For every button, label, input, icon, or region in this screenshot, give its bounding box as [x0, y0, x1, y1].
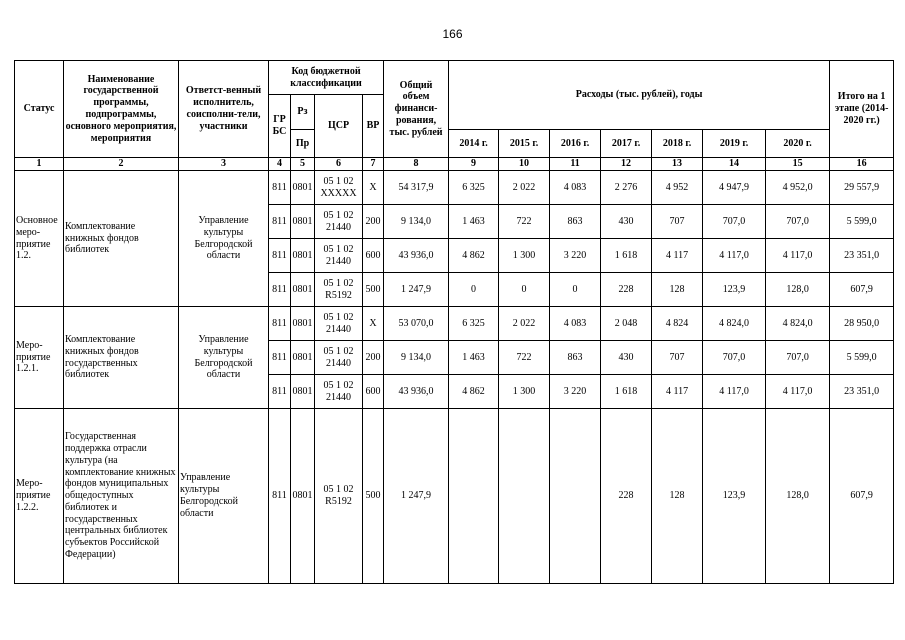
- vr-cell: 500: [363, 409, 384, 584]
- csr-cell: 05 1 02 21440: [315, 375, 363, 409]
- grbs-cell: 811: [269, 409, 291, 584]
- column-number: 3: [179, 158, 269, 171]
- year-cell: [449, 409, 499, 584]
- vr-cell: 200: [363, 205, 384, 239]
- year-cell: 722: [499, 341, 550, 375]
- status-cell: Меро-приятие 1.2.2.: [15, 409, 64, 584]
- year-cell: 707,0: [703, 205, 766, 239]
- total-cell: 9 134,0: [384, 205, 449, 239]
- total-cell: 1 247,9: [384, 273, 449, 307]
- executor-cell: Управление культуры Белгородской области: [179, 409, 269, 584]
- year-cell: 1 618: [601, 239, 652, 273]
- total-cell: 53 070,0: [384, 307, 449, 341]
- header-csr: ЦСР: [315, 95, 363, 158]
- year-cell: 707: [652, 205, 703, 239]
- grbs-cell: 811: [269, 273, 291, 307]
- column-number: 15: [766, 158, 830, 171]
- column-number-row: [15, 158, 894, 171]
- column-number: 13: [652, 158, 703, 171]
- csr-cell: 05 1 02 R5192: [315, 409, 363, 584]
- year-cell: 0: [550, 273, 601, 307]
- executor-cell: Управление культуры Белгородской области: [179, 171, 269, 307]
- year-cell: 1 463: [449, 205, 499, 239]
- rzpr-cell: 0801: [291, 307, 315, 341]
- year-cell: 4 862: [449, 239, 499, 273]
- column-number: 1: [15, 158, 64, 171]
- year-cell: 863: [550, 341, 601, 375]
- year-cell: 4 952: [652, 171, 703, 205]
- stage-total-cell: 29 557,9: [830, 171, 894, 205]
- header-total-volume: Общий объем финанси-рования, тыс. рублей: [384, 61, 449, 158]
- status-cell: Основное меро-приятие 1.2.: [15, 171, 64, 307]
- year-cell: 4 117,0: [766, 239, 830, 273]
- header-year-2020: 2020 г.: [766, 130, 830, 158]
- header-grbs: ГР БС: [269, 95, 291, 158]
- year-cell: [499, 409, 550, 584]
- year-cell: 707,0: [766, 341, 830, 375]
- year-cell: 4 824,0: [766, 307, 830, 341]
- year-cell: 3 220: [550, 239, 601, 273]
- grbs-cell: 811: [269, 375, 291, 409]
- csr-cell: 05 1 02 R5192: [315, 273, 363, 307]
- vr-cell: X: [363, 171, 384, 205]
- csr-cell: 05 1 02 21440: [315, 205, 363, 239]
- year-cell: 6 325: [449, 171, 499, 205]
- budget-table: [14, 60, 894, 584]
- column-number: 4: [269, 158, 291, 171]
- year-cell: 4 117: [652, 375, 703, 409]
- year-cell: 0: [449, 273, 499, 307]
- vr-cell: X: [363, 307, 384, 341]
- stage-total-cell: 23 351,0: [830, 239, 894, 273]
- grbs-cell: 811: [269, 341, 291, 375]
- stage-total-cell: 5 599,0: [830, 341, 894, 375]
- year-cell: 2 022: [499, 307, 550, 341]
- year-cell: 4 952,0: [766, 171, 830, 205]
- header-year-2018: 2018 г.: [652, 130, 703, 158]
- stage-total-cell: 28 950,0: [830, 307, 894, 341]
- year-cell: 2 048: [601, 307, 652, 341]
- year-cell: 4 117,0: [766, 375, 830, 409]
- stage-total-cell: 607,9: [830, 273, 894, 307]
- year-cell: 1 618: [601, 375, 652, 409]
- year-cell: 4 117,0: [703, 375, 766, 409]
- csr-cell: 05 1 02 21440: [315, 239, 363, 273]
- total-cell: 43 936,0: [384, 375, 449, 409]
- year-cell: 1 300: [499, 239, 550, 273]
- grbs-cell: 811: [269, 307, 291, 341]
- year-cell: 430: [601, 205, 652, 239]
- column-number: 6: [315, 158, 363, 171]
- column-number: 7: [363, 158, 384, 171]
- total-cell: 1 247,9: [384, 409, 449, 584]
- header-year-2017: 2017 г.: [601, 130, 652, 158]
- grbs-cell: 811: [269, 171, 291, 205]
- vr-cell: 500: [363, 273, 384, 307]
- year-cell: 863: [550, 205, 601, 239]
- header-rz: Рз: [291, 95, 315, 130]
- header-executor: Ответст-венный исполнитель, соисполни-тели, участники: [179, 61, 269, 158]
- grbs-cell: 811: [269, 205, 291, 239]
- header-expenses: Расходы (тыс. рублей), годы: [449, 61, 830, 130]
- name-cell: Комплектование книжных фондов государственных библиотек: [64, 307, 179, 409]
- year-cell: 1 300: [499, 375, 550, 409]
- header-year-2019: 2019 г.: [703, 130, 766, 158]
- year-cell: 123,9: [703, 409, 766, 584]
- csr-cell: 05 1 02 21440: [315, 307, 363, 341]
- grbs-cell: 811: [269, 239, 291, 273]
- year-cell: 3 220: [550, 375, 601, 409]
- vr-cell: 200: [363, 341, 384, 375]
- column-number: 16: [830, 158, 894, 171]
- year-cell: 4 824: [652, 307, 703, 341]
- executor-cell: Управление культуры Белгородской области: [179, 307, 269, 409]
- year-cell: 123,9: [703, 273, 766, 307]
- stage-total-cell: 607,9: [830, 409, 894, 584]
- vr-cell: 600: [363, 375, 384, 409]
- year-cell: 707: [652, 341, 703, 375]
- year-cell: 4 824,0: [703, 307, 766, 341]
- csr-cell: 05 1 02 XXXXX: [315, 171, 363, 205]
- csr-cell: 05 1 02 21440: [315, 341, 363, 375]
- table-row: [15, 171, 894, 205]
- year-cell: 707,0: [703, 341, 766, 375]
- total-cell: 43 936,0: [384, 239, 449, 273]
- table-row: [15, 307, 894, 341]
- column-number: 2: [64, 158, 179, 171]
- header-year-2014: 2014 г.: [449, 130, 499, 158]
- rzpr-cell: 0801: [291, 273, 315, 307]
- header-year-2015: 2015 г.: [499, 130, 550, 158]
- year-cell: 6 325: [449, 307, 499, 341]
- year-cell: 228: [601, 409, 652, 584]
- column-number: 12: [601, 158, 652, 171]
- year-cell: 4 947,9: [703, 171, 766, 205]
- column-number: 11: [550, 158, 601, 171]
- header-year-2016: 2016 г.: [550, 130, 601, 158]
- year-cell: 4 117: [652, 239, 703, 273]
- status-cell: Меро-приятие 1.2.1.: [15, 307, 64, 409]
- rzpr-cell: 0801: [291, 409, 315, 584]
- year-cell: 0: [499, 273, 550, 307]
- year-cell: 4 083: [550, 307, 601, 341]
- year-cell: 4 083: [550, 171, 601, 205]
- year-cell: 128: [652, 273, 703, 307]
- year-cell: 707,0: [766, 205, 830, 239]
- year-cell: 128: [652, 409, 703, 584]
- rzpr-cell: 0801: [291, 239, 315, 273]
- year-cell: 2 022: [499, 171, 550, 205]
- table-row: [15, 409, 894, 584]
- column-number: 9: [449, 158, 499, 171]
- year-cell: 430: [601, 341, 652, 375]
- rzpr-cell: 0801: [291, 171, 315, 205]
- page-number: 166: [442, 27, 463, 41]
- column-number: 5: [291, 158, 315, 171]
- column-number: 10: [499, 158, 550, 171]
- header-budget-code: Код бюджетной классификации: [269, 61, 384, 95]
- stage-total-cell: 5 599,0: [830, 205, 894, 239]
- name-cell: Комплектование книжных фондов библиотек: [64, 171, 179, 307]
- column-number: 14: [703, 158, 766, 171]
- vr-cell: 600: [363, 239, 384, 273]
- header-status: Статус: [15, 61, 64, 158]
- year-cell: [550, 409, 601, 584]
- year-cell: 4 862: [449, 375, 499, 409]
- year-cell: 4 117,0: [703, 239, 766, 273]
- year-cell: 1 463: [449, 341, 499, 375]
- year-cell: 2 276: [601, 171, 652, 205]
- year-cell: 128,0: [766, 409, 830, 584]
- total-cell: 54 317,9: [384, 171, 449, 205]
- header-stage-total: Итого на 1 этапе (2014-2020 гг.): [830, 61, 894, 158]
- year-cell: 228: [601, 273, 652, 307]
- year-cell: 722: [499, 205, 550, 239]
- year-cell: 128,0: [766, 273, 830, 307]
- header-vr: ВР: [363, 95, 384, 158]
- column-number: 8: [384, 158, 449, 171]
- total-cell: 9 134,0: [384, 341, 449, 375]
- header-name: Наименование государственной программы, подпрограммы, основного мероприятия, мероприятия: [64, 61, 179, 158]
- name-cell: Государственная поддержка отрасли культура (на комплектование книжных фондов муниципальных общедоступных библиотек и государственных центральных библиотек субъектов Российской Федерации): [64, 409, 179, 584]
- rzpr-cell: 0801: [291, 205, 315, 239]
- stage-total-cell: 23 351,0: [830, 375, 894, 409]
- header-pr: Пр: [291, 130, 315, 158]
- rzpr-cell: 0801: [291, 341, 315, 375]
- rzpr-cell: 0801: [291, 375, 315, 409]
